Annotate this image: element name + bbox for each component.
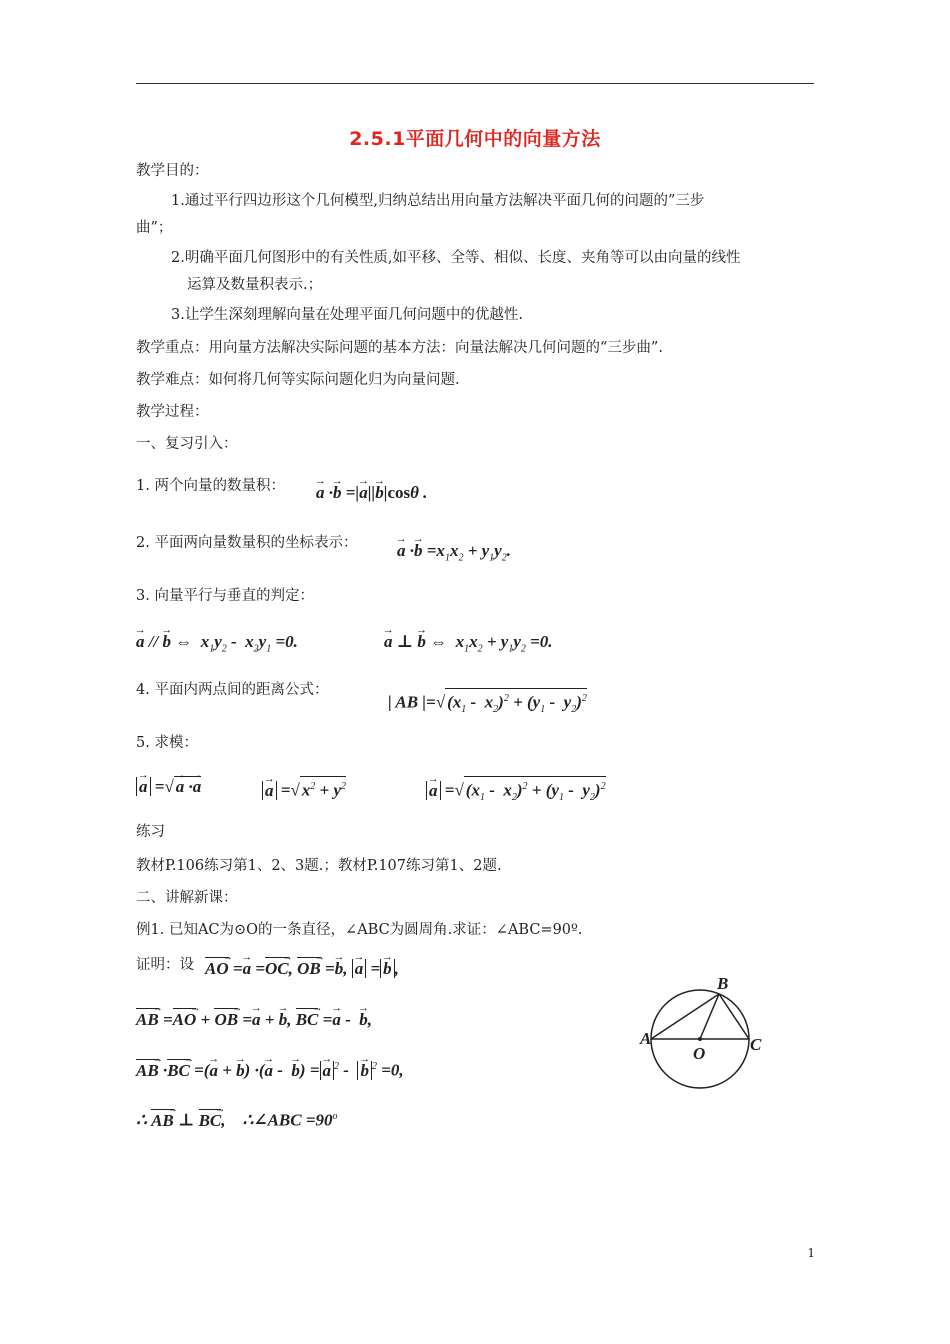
proof-line-2: AB → =AO → + OB → =→ a + → b, BC → =→ a - → b, [136,1008,372,1030]
process-heading: 教学过程： [136,404,209,420]
proof-line-1: AO → =→ a =OC →, OB → =→ b, → a =→ b , [205,957,399,979]
item-4-label: 4. 平面内两点间的距离公式： [136,682,329,698]
difficulty: 教学难点：如何将几何等实际问题化归为向量问题. [136,372,460,388]
item-2-label: 2. 平面两向量数量积的坐标表示： [136,535,358,551]
proof-label: 证明：设 [136,957,194,973]
formula-modulus-3: → a =√ $(x_1 - x_2)^2 + (y_1 - y_2)^2$ [426,776,606,808]
practice-detail: 教材P.106练习第1、2、3题.；教材P.107练习第1、2题. [136,858,502,874]
proof-line-4: ∴ AB → ⊥ BC →, ∴∠ABC $=90^o$ [136,1107,338,1131]
practice-heading: 练习 [136,824,165,840]
goal-3: 3.让学生深刻理解向量在处理平面几何问题中的优越性. [171,307,523,323]
goal-1-line-2: 曲”； [136,220,173,236]
goals-heading: 教学目的： [136,163,209,179]
formula-parallel: → a // → b ⇔ $x_1y_2 - x_2y_1 =0$. [136,632,298,659]
page-number: 1 [807,1246,815,1260]
circle-diagram [630,970,770,1090]
formula-modulus-2: → a =√ $x^2 + y^2$ [262,776,346,801]
formula-modulus-1: → a =√→ a ·→ a [136,776,201,797]
example-1: 例1. 已知AC为⊙O的一条直径，∠ABC为圆周角.求证：∠ABC=90º. [136,922,583,938]
formula-distance: | AB |=√ $(x_1 - x_2)^2 + (y_1 - y_2)^2$ [388,688,587,720]
formula-perpendicular: → a ⊥ → b ⇔ $x_1x_2 + y_1y_2 =0$. [384,632,553,659]
goal-2-line-1: 2.明确平面几何图形中的有关性质,如平移、全等、相似、长度、夹角等可以由向量的线性 [171,250,741,266]
label-a: A [640,1029,652,1048]
formula-coordinate-dot: → $a \cdot\to b =x_1x_2 + y_1y_2$. [397,541,511,568]
proof-line-3: AB → ·BC → =(→ a + → b) ·(→ a - → b) =→ a $^2$ - → b $^2$ =0, [136,1057,404,1081]
label-c: C [750,1035,762,1054]
item-1-label: 1. 两个向量的数量积： [136,478,285,494]
label-b: B [717,974,729,993]
header-rule [136,83,814,84]
formula-dot-product: → a ·→ b =|→ a||→ b|cosθ . [316,483,427,503]
item-3-label: 3. 向量平行与垂直的判定： [136,588,314,604]
page-title: 2.5.1平面几何中的向量方法 [349,128,601,150]
review-heading: 一、复习引入： [136,436,238,452]
key-point: 教学重点：用向量方法解决实际问题的基本方法：向量法解决几何问题的“三步曲”. [136,340,663,356]
label-o: O [693,1044,706,1063]
goal-1-line-1: 1.通过平行四边形这个几何模型,归纳总结出用向量方法解决平面几何的问题的”三步 [171,193,705,209]
goal-2-line-2: 运算及数量积表示.； [187,277,323,293]
item-5-label: 5. 求模： [136,735,198,751]
center-point [698,1037,702,1041]
new-lesson-heading: 二、讲解新课： [136,890,238,906]
chord-bc [719,994,749,1039]
